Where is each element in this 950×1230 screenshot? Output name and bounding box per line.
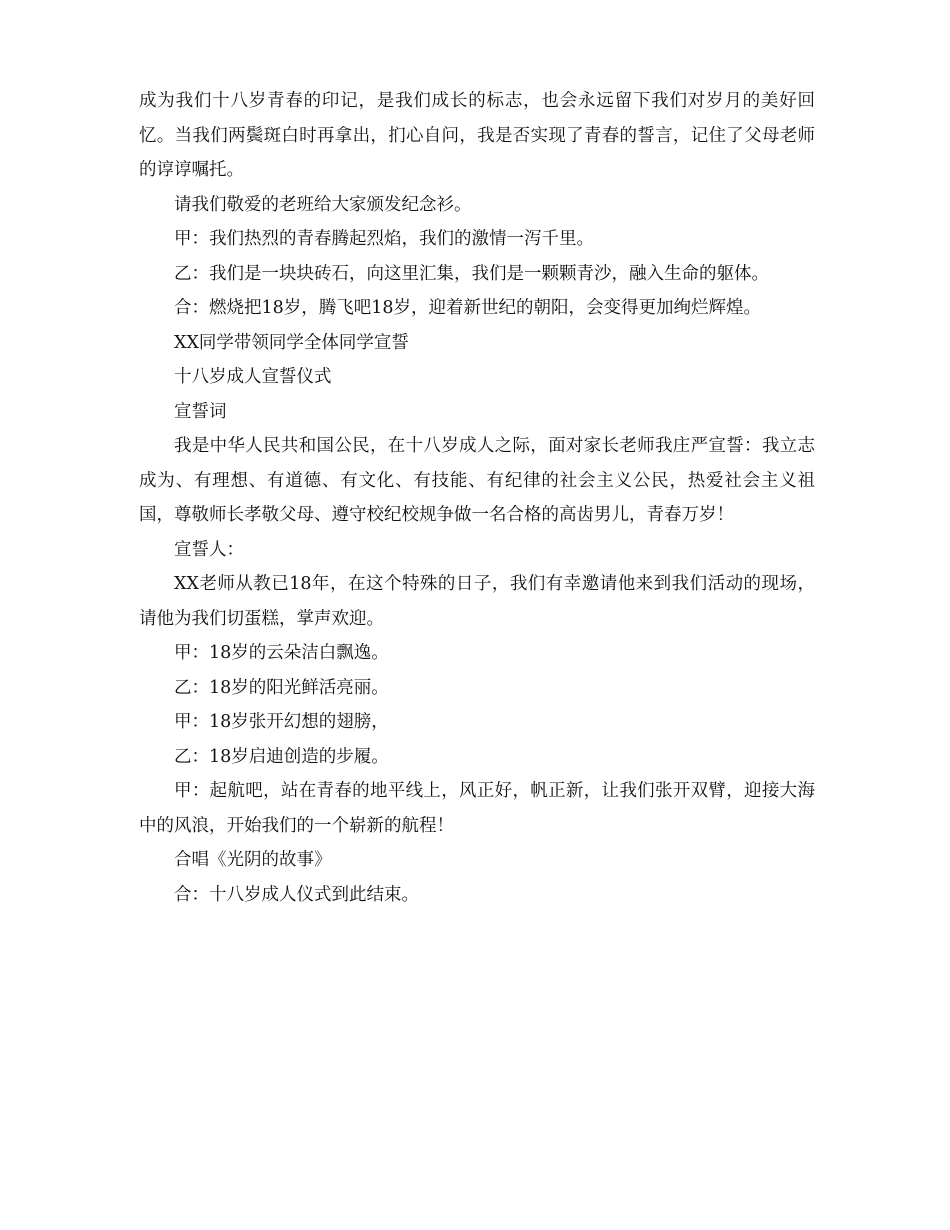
paragraph-11: XX老师从教已18年，在这个特殊的日子，我们有幸邀请他来到我们活动的现场，请他为我们切蛋糕，掌声欢迎。 [139, 574, 815, 629]
paragraph-1: 成为我们十八岁青春的印记，是我们成长的标志，也会永远留下我们对岁月的美好回忆。当我们两鬓斑白时再拿出，扪心自问，我是否实现了青春的誓言，记住了父母老师的谆谆嘱托。 [139, 91, 815, 180]
paragraph-16: 甲：起航吧，站在青春的地平线上，风正好，帆正新，让我们张开双臂，迎接大海中的风浪，开始我们的一个崭新的航程！ [139, 781, 815, 836]
paragraph-3: 甲：我们热烈的青春腾起烈焰，我们的激情一泻千里。 [174, 229, 594, 249]
paragraph-13: 乙：18岁的阳光鲜活亮丽。 [174, 677, 389, 698]
paragraph-7: 十八岁成人宣誓仪式 [174, 367, 332, 387]
paragraph-10: 宣誓人： [174, 539, 244, 560]
paragraph-14: 甲：18岁张开幻想的翅膀， [174, 712, 389, 732]
paragraph-5: 合：燃烧把18岁，腾飞吧18岁，迎着新世纪的朝阳，会变得更加绚烂辉煌。 [174, 298, 762, 318]
paragraph-4: 乙：我们是一块块砖石，向这里汇集，我们是一颗颗青沙，融入生命的躯体。 [174, 263, 769, 284]
paragraph-18: 合：十八岁成人仪式到此结束。 [174, 884, 419, 905]
document-body [139, 84, 815, 912]
paragraph-15: 乙：18岁启迪创造的步履。 [174, 746, 389, 767]
paragraph-8: 宣誓词 [174, 401, 227, 422]
paragraph-12: 甲：18岁的云朵洁白飘逸。 [174, 643, 389, 663]
paragraph-6: XX同学带领同学全体同学宣誓 [174, 332, 409, 353]
paragraph-17: 合唱《光阴的故事》 [174, 850, 332, 870]
paragraph-2: 请我们敬爱的老班给大家颁发纪念衫。 [174, 194, 472, 215]
paragraph-9: 我是中华人民共和国公民，在十八岁成人之际，面对家长老师我庄严宣誓：我立志成为、有理想、有道德、有文化、有技能、有纪律的社会主义公民，热爱社会主义祖国，尊敬师长孝敬父母、遵守校纪校规争做一名合格的高齿男儿，青春万岁！ [139, 436, 815, 525]
